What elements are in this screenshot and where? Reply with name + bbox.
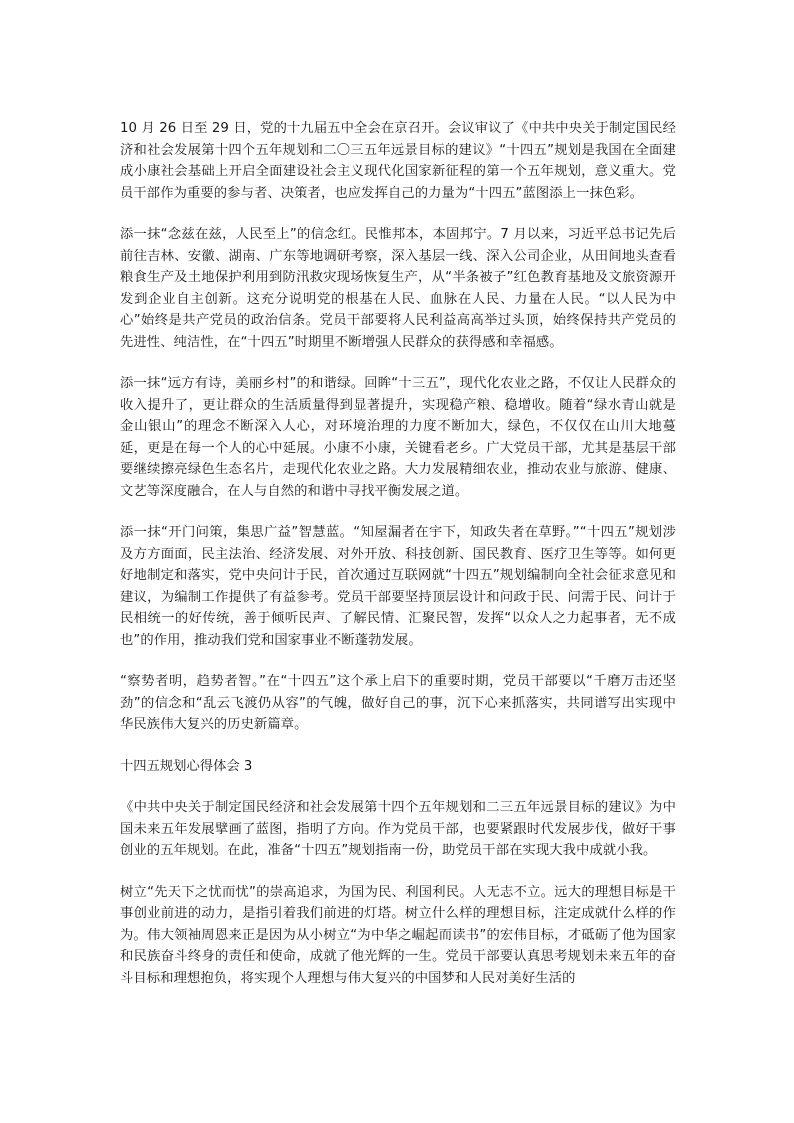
paragraph-red: 添一抹“念兹在兹，人民至上”的信念红。民惟邦本，本固邦宁。7 月以来，习近平总书记先后前往吉林、安徽、湖南、广东等地调研考察，深入基层一线、深入公司企业，从田间地头查看粮食生产及土地保护利用到防汛救灾现场恢复生产，从“半条被子”红色教育基地及文旅资源开发到企业自主创新。这充分说明党的根基在人民、血脉在人民、力量在人民。“以人民为中心”始终是共产党员的政治信条。党员干部要将人民利益高高举过头顶，始终保持共产党员的先进性、纯洁性，在“十四五”时期里不断增强人民群众的获得感和幸福感。	[120, 227, 676, 350]
section-heading: 十四五规划心得体会 3	[120, 758, 253, 774]
paragraph-conclusion: “察势者明，趋势者智。”在“十四五”这个承上启下的重要时期，党员干部要以“千磨万击还坚劲”的信念和“乱云飞渡仍从容”的气魄，做好自己的事，沉下心来抓落实，共同谱写出实现中华民族伟大复兴的历史新篇章。	[120, 674, 676, 732]
section-paragraph-goal: 树立“先天下之忧而忧”的崇高追求，为国为民、利国利民。人无志不立。远大的理想目标是干事创业前进的动力，是指引着我们前进的灯塔。树立什么样的理想目标，注定成就什么样的作为。伟大领袖周恩来正是因为从小树立“为中华之崛起而读书”的宏伟目标，才砥砺了他为国家和民族奋斗终身的责任和使命，成就了他光辉的一生。党员干部要认真思考规划未来五年的奋斗目标和理想抱负，将实现个人理想与伟大复兴的中国梦和人民对美好生活的	[120, 884, 676, 986]
paragraph-green: 添一抹“远方有诗，美丽乡村”的和谐绿。回眸“十三五”，现代化农业之路，不仅让人民群众的收入提升了，更让群众的生活质量得到显著提升，实现稳产粮、稳增收。随着“绿水青山就是金山银山”的理念不断深入人心，对环境治理的力度不断加大，绿色，不仅仅在山川大地蔓延，更是在每一个人的心中延展。小康不小康，关键看老乡。广大党员干部，尤其是基层干部要继续擦亮绿色生态名片，走现代化农业之路。大力发展精细农业，推动农业与旅游、健康、文艺等深度融合，在人与自然的和谐中寻找平衡发展之道。	[120, 376, 676, 499]
section-paragraph-intro: 《中共中央关于制定国民经济和社会发展第十四个五年规划和二三五年远景目标的建议》为中国未来五年发展擘画了蓝图，指明了方向。作为党员干部，也要紧跟时代发展步伐，做好干事创业的五年规划。在此，准备“十四五”规划指南一份，助党员干部在实现大我中成就小我。	[120, 800, 676, 858]
paragraph-blue: 添一抹“开门问策，集思广益”智慧蓝。“知屋漏者在宇下，知政失者在草野。”“十四五”规划涉及方方面面，民主法治、经济发展、对外开放、科技创新、国民教育、医疗卫生等等。如何更好地制定和落实，党中央问计于民，首次通过互联网就“十四五”规划编制向全社会征求意见和建议，为编制工作提供了有益参考。党员干部要坚持顶层设计和问政于民、问需于民、问计于民相统一的好传统，善于倾听民声、了解民情、汇聚民智，发挥“以众人之力起事者，无不成也”的作用，推动我们党和国家事业不断蓬勃发展。	[120, 525, 676, 648]
paragraph-intro: 10 月 26 日至 29 日，党的十九届五中全会在京召开。会议审议了《中共中央关于制定国民经济和社会发展第十四个五年规划和二〇三五年远景目标的建议》“十四五”规划是我国在全面建成小康社会基础上开启全面建设社会主义现代化国家新征程的第一个五年规划，意义重大。党员干部作为重要的参与者、决策者，也应发挥自己的力量为“十四五”蓝图添上一抹色彩。	[120, 121, 676, 201]
document-body	[120, 118, 676, 1009]
